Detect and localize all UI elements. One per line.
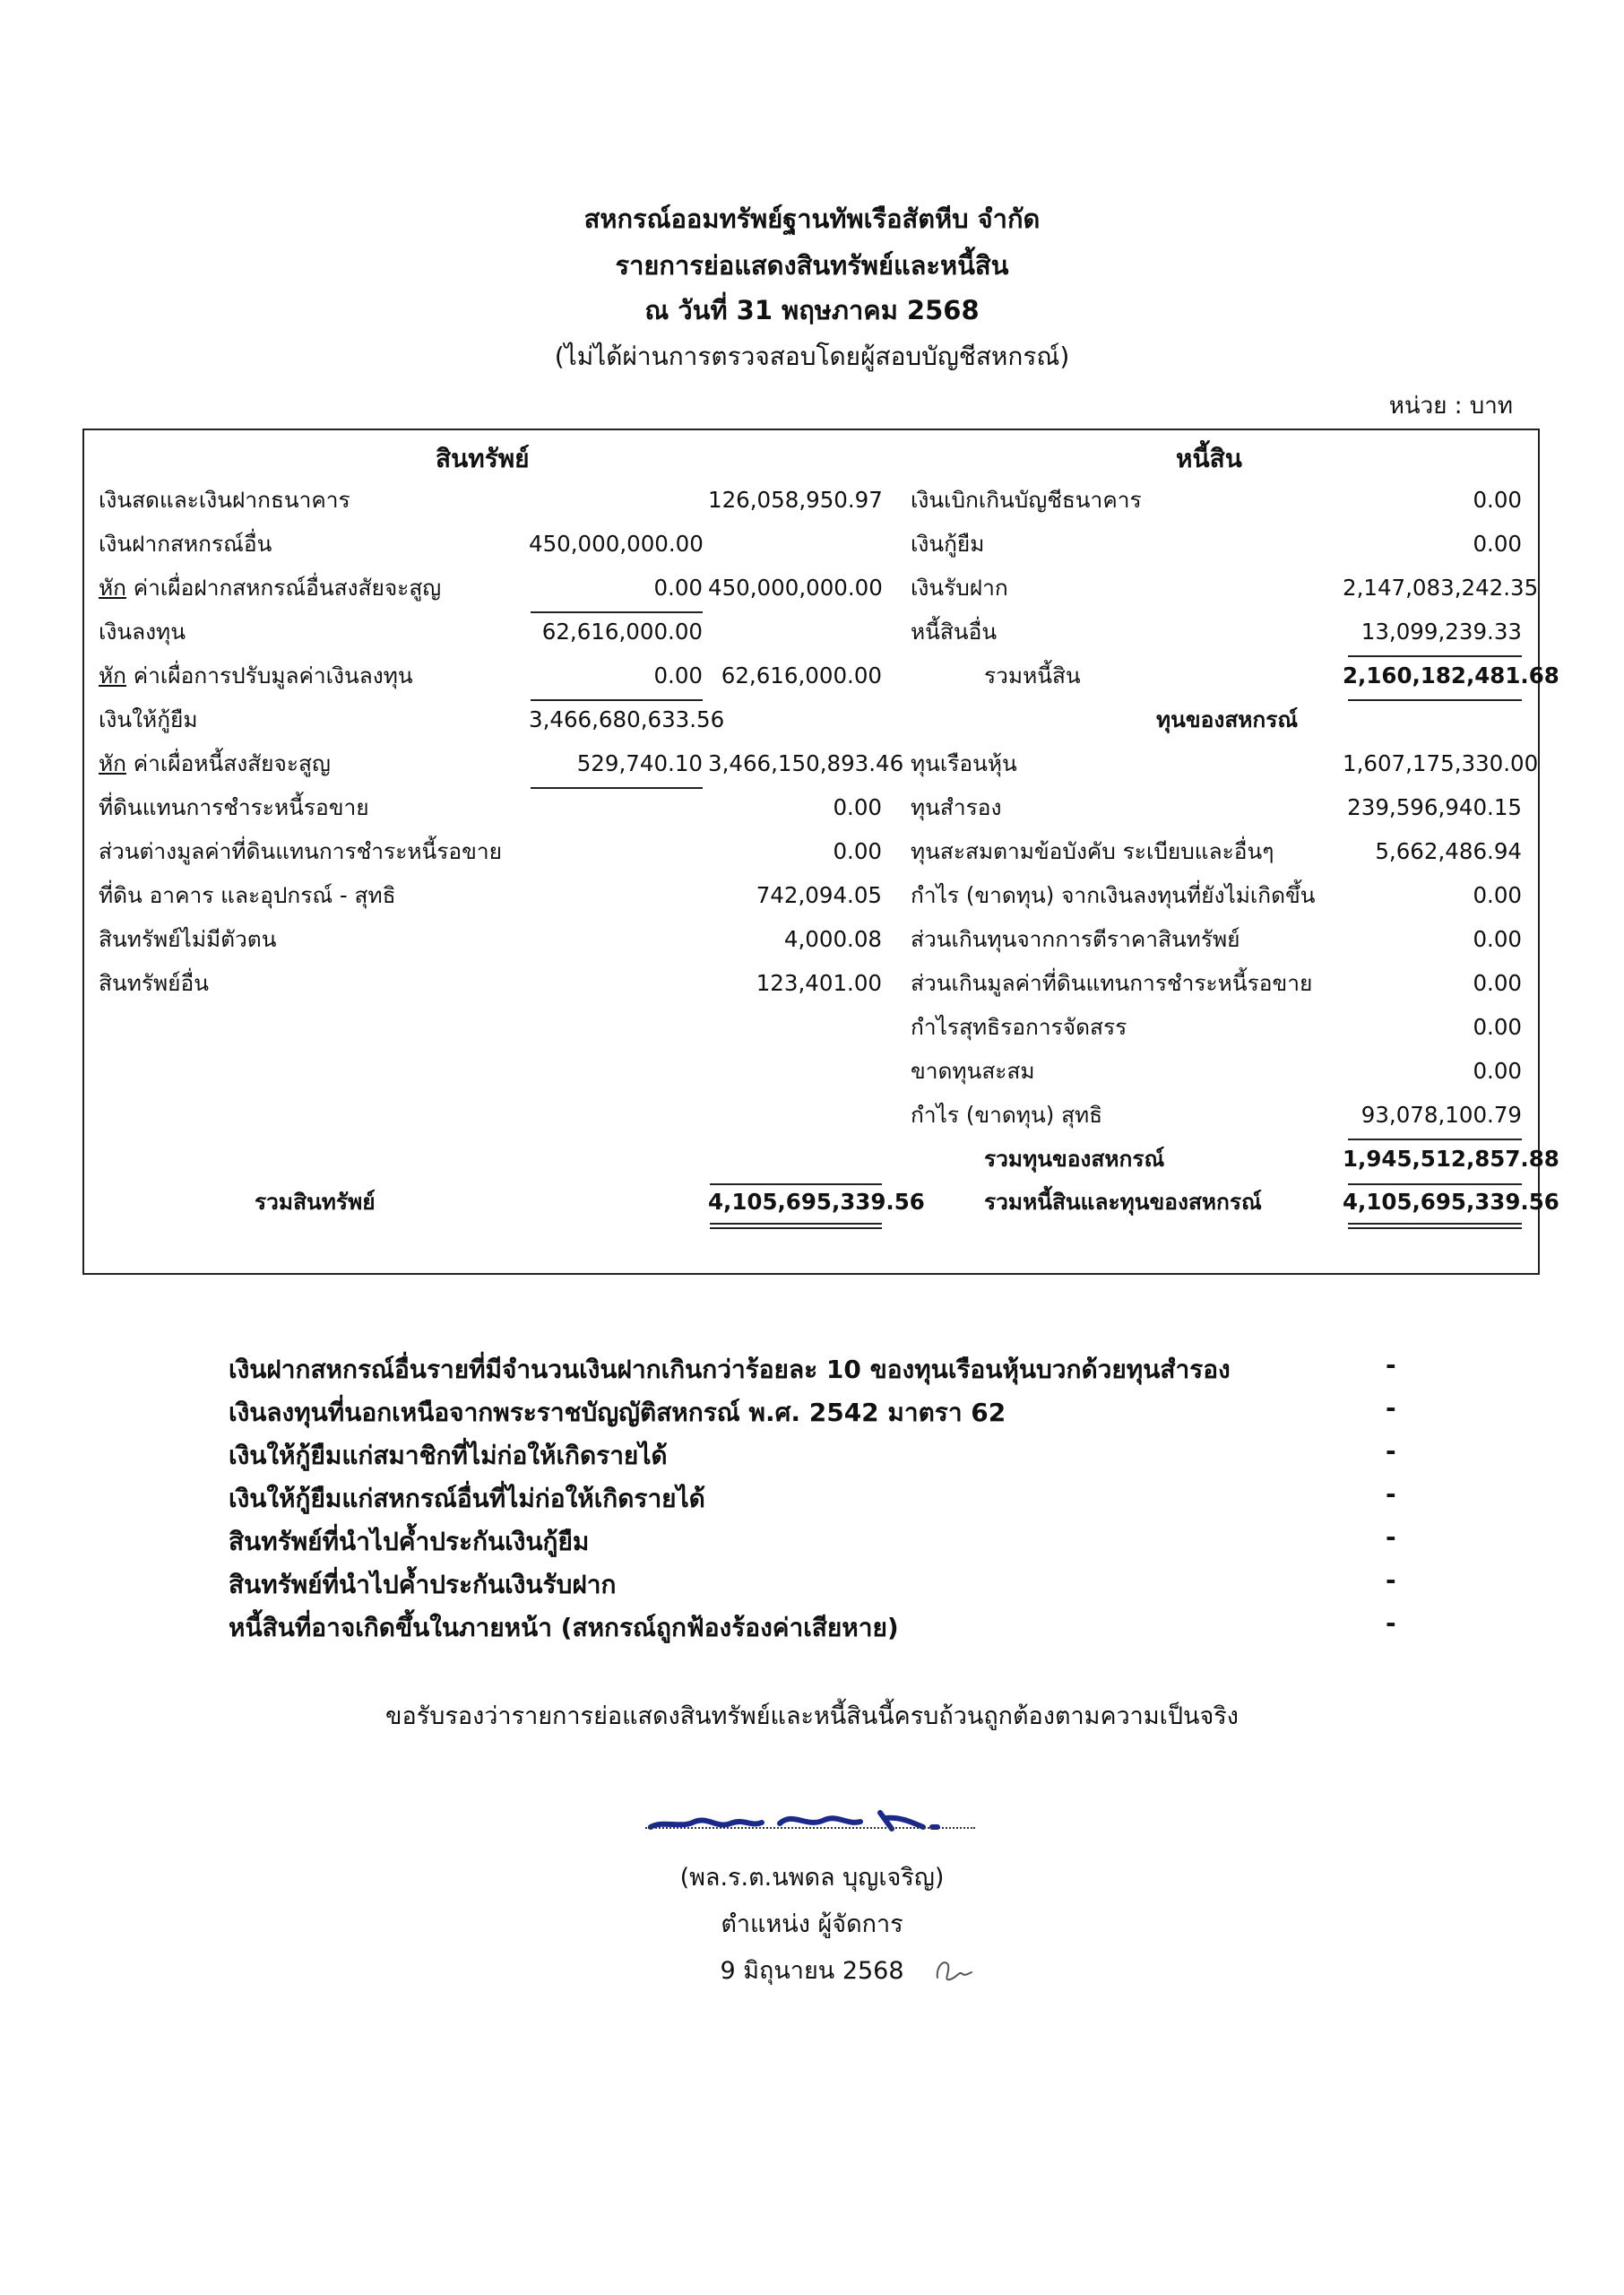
note-value: -: [1386, 1350, 1396, 1380]
double-rule: [710, 1227, 882, 1229]
equity-heading: ทุนของสหกรณ์: [1156, 706, 1299, 732]
equity-label: กำไร (ขาดทุน) สุทธิ: [911, 1102, 1103, 1128]
asset-net: 3,466,150,893.46: [708, 750, 904, 776]
asset-net: 123,401.00: [756, 970, 882, 996]
note-value: -: [1386, 1393, 1396, 1423]
note-label: เงินลงทุนที่นอกเหนือจากพระราชบัญญัติสหกรณ์ พ.ศ. 2542 มาตรา 62: [229, 1398, 1006, 1427]
unit-label: หน่วย : บาท: [1388, 393, 1513, 420]
asset-net: 450,000,000.00: [708, 575, 883, 601]
note-label: เงินให้กู้ยืมแก่สมาชิกที่ไม่ก่อให้เกิดรายได้: [229, 1441, 668, 1470]
asset-sub: 62,616,000.00: [541, 619, 703, 645]
equity-label: ทุนสะสมตามข้อบังคับ ระเบียบและอื่นๆ: [911, 838, 1274, 864]
note-label: หนี้สินที่อาจเกิดขึ้นในภายหน้า (สหกรณ์ถูกฟ้องร้องค่าเสียหาย): [229, 1613, 899, 1642]
liability-label: เงินรับฝาก: [911, 575, 1008, 601]
liability-label: เงินเบิกเกินบัญชีธนาคาร: [911, 487, 1142, 513]
equity-label: ส่วนเกินทุนจากการตีราคาสินทรัพย์: [911, 926, 1240, 952]
less-prefix: หัก: [99, 663, 126, 688]
asset-label: หัก ค่าเผื่อการปรับมูลค่าเงินลงทุน: [99, 663, 413, 688]
subtotal-rule: [531, 787, 703, 789]
liability-label: เงินกู้ยืม: [911, 531, 985, 557]
assets-heading: สินทรัพย์: [436, 444, 530, 473]
note-value: -: [1386, 1479, 1396, 1509]
signature-line: [645, 1827, 975, 1829]
equity-value: 5,662,486.94: [1375, 838, 1522, 864]
note-value: -: [1386, 1608, 1396, 1638]
asset-net: 62,616,000.00: [721, 663, 882, 688]
asset-net: 742,094.05: [756, 882, 882, 908]
handwritten-signature: [645, 1793, 977, 1838]
asset-net: 0.00: [833, 838, 882, 864]
signer-position: ตำแหน่ง ผู้จัดการ: [721, 1910, 903, 1938]
equity-value: 93,078,100.79: [1361, 1102, 1522, 1128]
liability-label: หนี้สินอื่น: [911, 619, 998, 645]
note-value: -: [1386, 1522, 1396, 1552]
equity-label: ส่วนเกินมูลค่าที่ดินแทนการชำระหนี้รอขาย: [911, 970, 1313, 996]
equity-value: 0.00: [1473, 1058, 1522, 1084]
liability-value: 2,147,083,242.35: [1343, 575, 1539, 601]
asset-label: สินทรัพย์อื่น: [99, 970, 209, 996]
note-label: เงินให้กู้ยืมแก่สหกรณ์อื่นที่ไม่ก่อให้เกิดรายได้: [229, 1484, 705, 1513]
double-rule: [1348, 1227, 1522, 1229]
assets-total-value: 4,105,695,339.56: [708, 1189, 925, 1215]
asset-label: เงินลงทุน: [99, 619, 186, 645]
asset-sub: 0.00: [653, 663, 703, 688]
note-label: สินทรัพย์ที่นำไปค้ำประกันเงินรับฝาก: [229, 1570, 617, 1599]
asset-sub: 450,000,000.00: [529, 531, 704, 557]
audit-note: (ไม่ได้ผ่านการตรวจสอบโดยผู้สอบบัญชีสหกรณ์): [554, 342, 1070, 371]
equity-total-value: 1,945,512,857.88: [1343, 1146, 1559, 1172]
total-top-rule: [710, 1183, 882, 1185]
asset-net: 4,000.08: [783, 926, 882, 952]
asset-label: หัก ค่าเผื่อฝากสหกรณ์อื่นสงสัยจะสูญ: [99, 575, 442, 601]
subtotal-rule: [531, 611, 703, 613]
asset-sub: 0.00: [653, 575, 703, 601]
equity-label: ทุนสำรอง: [911, 794, 1002, 820]
asset-label: ที่ดิน อาคาร และอุปกรณ์ - สุทธิ: [99, 882, 396, 908]
equity-label: กำไรสุทธิรอการจัดสรร: [911, 1014, 1127, 1040]
asset-label: หัก ค่าเผื่อหนี้สงสัยจะสูญ: [99, 750, 331, 776]
asset-net: 126,058,950.97: [708, 487, 883, 513]
subtotal-rule: [1348, 655, 1522, 657]
liabilities-total-label: รวมหนี้สิน: [984, 663, 1081, 688]
liability-value: 0.00: [1473, 487, 1522, 513]
liability-value: 0.00: [1473, 531, 1522, 557]
grand-total-value: 4,105,695,339.56: [1343, 1189, 1559, 1215]
total-top-rule: [1348, 1183, 1522, 1185]
equity-label: ทุนเรือนหุ้น: [911, 750, 1017, 776]
double-rule: [710, 1223, 882, 1225]
org-name: สหกรณ์ออมทรัพย์ฐานทัพเรือสัตหีบ จำกัด: [583, 204, 1041, 234]
less-prefix: หัก: [99, 750, 126, 776]
equity-label: กำไร (ขาดทุน) จากเงินลงทุนที่ยังไม่เกิดขึ้น: [911, 882, 1316, 908]
double-rule: [1348, 1223, 1522, 1225]
equity-value: 1,607,175,330.00: [1343, 750, 1539, 776]
statement-date: ณ วันที่ 31 พฤษภาคม 2568: [644, 295, 980, 325]
asset-label: สินทรัพย์ไม่มีตัวตน: [99, 926, 277, 952]
less-prefix: หัก: [99, 575, 126, 601]
asset-label: เงินฝากสหกรณ์อื่น: [99, 531, 272, 557]
note-value: -: [1386, 1565, 1396, 1595]
asset-sub: 3,466,680,633.56: [529, 706, 725, 732]
assets-total-label: รวมสินทรัพย์: [255, 1189, 376, 1215]
equity-value: 0.00: [1473, 926, 1522, 952]
note-label: สินทรัพย์ที่นำไปค้ำประกันเงินกู้ยืม: [229, 1527, 590, 1556]
document-title: รายการย่อแสดงสินทรัพย์และหนี้สิน: [615, 250, 1009, 281]
signer-name: (พล.ร.ต.นพดล บุญเจริญ): [679, 1864, 945, 1892]
grand-total-label: รวมหนี้สินและทุนของสหกรณ์: [984, 1189, 1262, 1215]
equity-value: 0.00: [1473, 882, 1522, 908]
asset-label: เงินให้กู้ยืม: [99, 706, 198, 732]
subtotal-rule: [1348, 699, 1522, 701]
asset-sub: 529,740.10: [576, 750, 703, 776]
asset-label: เงินสดและเงินฝากธนาคาร: [99, 487, 350, 513]
note-label: เงินฝากสหกรณ์อื่นรายที่มีจำนวนเงินฝากเกินกว่าร้อยละ 10 ของทุนเรือนหุ้นบวกด้วยทุนสำรอง: [229, 1355, 1231, 1384]
note-value: -: [1386, 1436, 1396, 1466]
liabilities-heading: หนี้สิน: [1176, 444, 1242, 473]
equity-total-label: รวมทุนของสหกรณ์: [984, 1146, 1165, 1172]
equity-value: 0.00: [1473, 1014, 1522, 1040]
asset-net: 0.00: [833, 794, 882, 820]
equity-value: 0.00: [1473, 970, 1522, 996]
liability-value: 13,099,239.33: [1361, 619, 1522, 645]
asset-label: ส่วนต่างมูลค่าที่ดินแทนการชำระหนี้รอขาย: [99, 838, 502, 864]
liabilities-total-value: 2,160,182,481.68: [1343, 663, 1559, 688]
handwritten-initial: [932, 1951, 975, 1987]
asset-label: ที่ดินแทนการชำระหนี้รอขาย: [99, 794, 369, 820]
equity-value: 239,596,940.15: [1347, 794, 1522, 820]
equity-label: ขาดทุนสะสม: [911, 1058, 1035, 1084]
subtotal-rule: [531, 699, 703, 701]
subtotal-rule: [1348, 1139, 1522, 1140]
certification-statement: ขอรับรองว่ารายการย่อแสดงสินทรัพย์และหนี้สินนี้ครบถ้วนถูกต้องตามความเป็นจริง: [385, 1702, 1239, 1730]
signature-date: 9 มิถุนายน 2568: [720, 1957, 904, 1985]
